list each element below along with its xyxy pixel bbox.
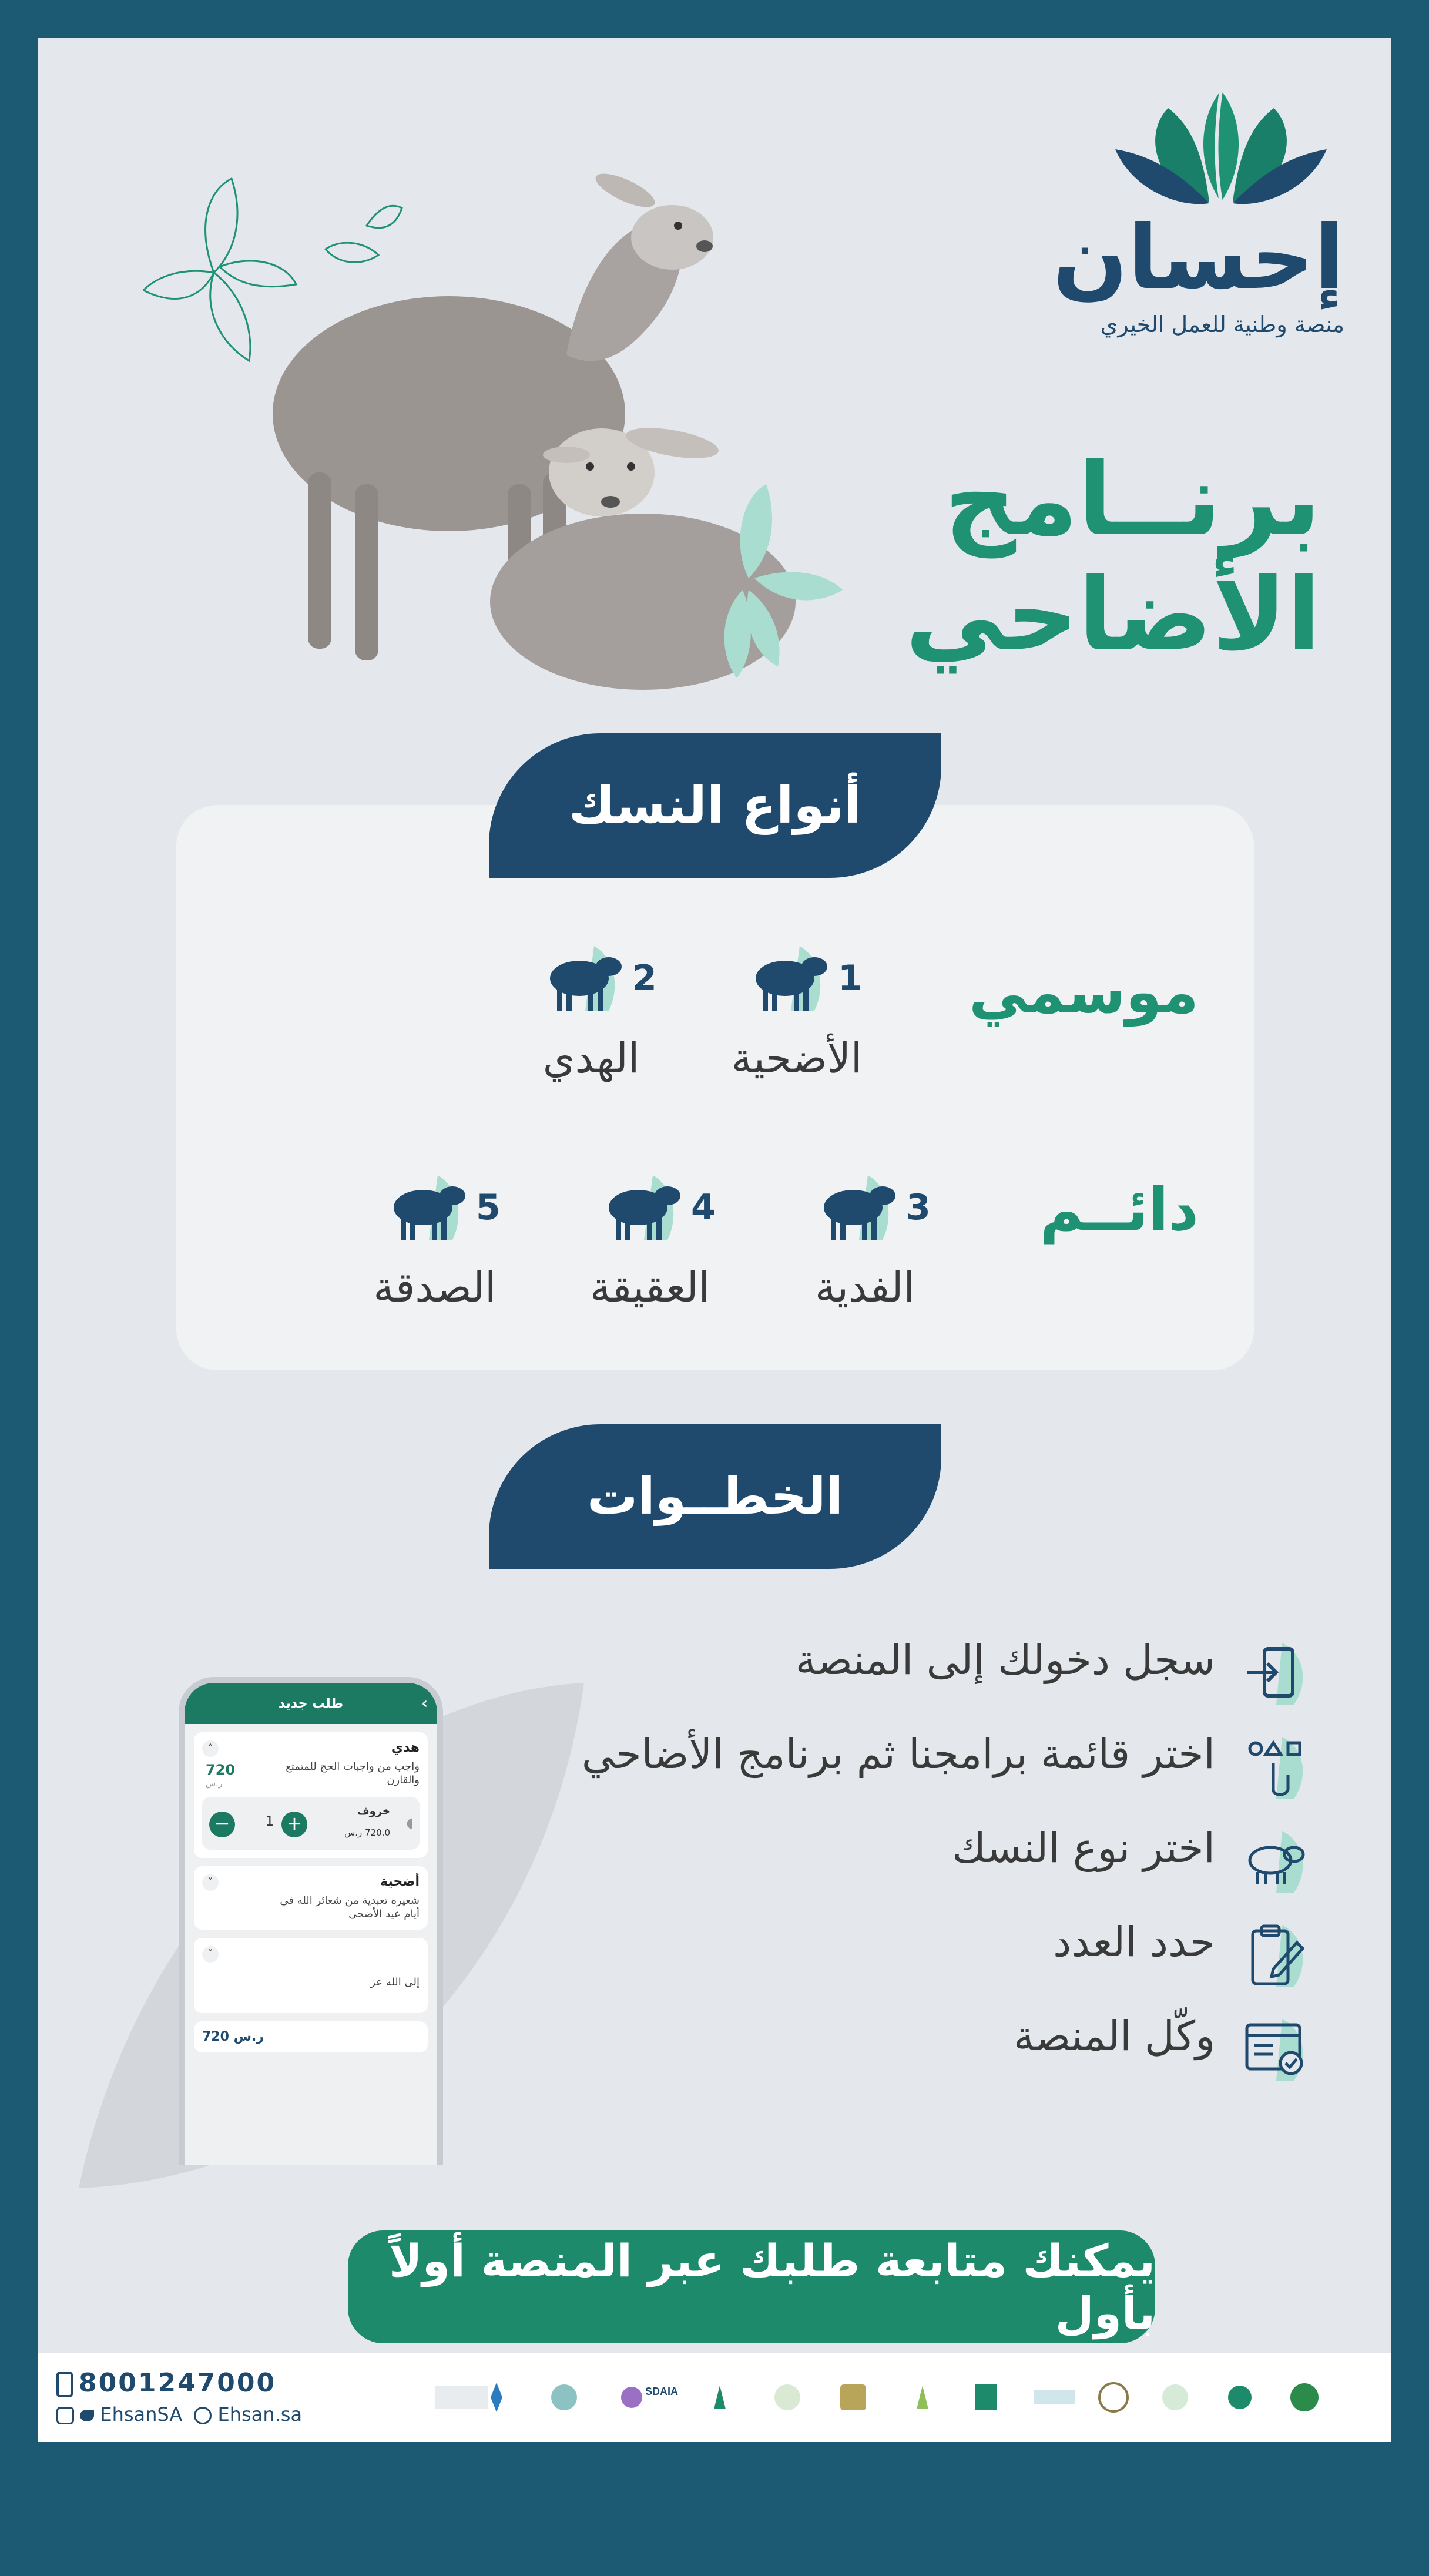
sheep-icon	[544, 940, 632, 1017]
type-number: 1	[838, 958, 863, 999]
footer-socials	[56, 2403, 302, 2426]
svg-text:SDAIA: SDAIA	[645, 2386, 679, 2397]
type-label: الأضحية	[731, 1034, 863, 1082]
phone-mockup	[179, 1677, 443, 2165]
partner-logo-dga	[551, 2384, 577, 2410]
partner-logo-education	[1034, 2390, 1075, 2404]
quantity-stepper[interactable]	[202, 1797, 420, 1850]
cta-banner[interactable]: يمكنك متابعة طلبك عبر المنصة أولاً بأول	[348, 2230, 1155, 2343]
step-3: اختر نوع النسك	[952, 1824, 1215, 1872]
card-title: هدي	[391, 1740, 420, 1755]
poster-card	[38, 38, 1391, 2353]
partner-logo-sdaia	[621, 2386, 678, 2408]
type-item-fidyah	[777, 1169, 953, 1312]
partner-logo-ministry	[840, 2384, 866, 2410]
step-5: وكّل المنصة	[1014, 2012, 1215, 2060]
program-title	[792, 443, 1321, 673]
type-number: 2	[632, 958, 657, 999]
phone-header	[185, 1683, 437, 1724]
type-number: 3	[906, 1187, 931, 1228]
stepper-price: 720.0 ر.س	[344, 1827, 390, 1838]
chevron-up-icon[interactable]: ˄	[202, 1740, 219, 1757]
phone-header-title: طلب جديد	[278, 1696, 344, 1711]
type-label: الهدي	[542, 1034, 640, 1082]
type-item-aqiqah	[562, 1169, 738, 1312]
phone-icon	[56, 2372, 73, 2397]
title-line-1: برنــامج	[944, 442, 1321, 558]
permanent-label: دائــم	[1040, 1175, 1199, 1244]
step-1: سجل دخولك إلى المنصة	[795, 1636, 1215, 1684]
types-panel	[176, 805, 1254, 1370]
steps-header: الخطــوات	[489, 1424, 941, 1569]
sheep-icon	[388, 1169, 476, 1246]
touch-menu-icon	[1241, 1731, 1311, 1802]
login-icon	[1241, 1637, 1311, 1708]
minus-button[interactable]: −	[209, 1812, 235, 1837]
type-item-udhiyah	[709, 940, 885, 1082]
logo-wordmark: إحسان	[1052, 207, 1344, 309]
types-header: أنواع النسك	[489, 733, 941, 878]
type-label: الفدية	[815, 1263, 915, 1312]
sheep-icon	[1241, 1825, 1311, 1896]
ehsan-logo	[1051, 85, 1356, 337]
quantity-value: 1	[266, 1814, 274, 1829]
leaf-logo-icon	[1109, 85, 1333, 208]
footer-phone[interactable]	[56, 2368, 276, 2398]
card-desc: شعيرة تعبدية من شعائر الله في أيام عيد الأضحى	[280, 1894, 420, 1921]
browser-check-icon	[1241, 2013, 1311, 2084]
phone-card-udhiyah[interactable]	[194, 1866, 428, 1930]
title-line-2: الأضاحي	[905, 556, 1321, 673]
chevron-down-icon[interactable]: ˅	[202, 1874, 219, 1891]
globe-icon	[194, 2407, 212, 2424]
card-title: أضحية	[380, 1874, 420, 1889]
sheep-icon	[603, 1169, 691, 1246]
step-2: اختر قائمة برامجنا ثم برنامج الأضاحي	[581, 1730, 1215, 1778]
total-value: 720 ر.س	[202, 2029, 264, 2044]
partner-logo-interior	[1290, 2383, 1319, 2411]
partner-logo-ncnp	[435, 2383, 502, 2412]
instagram-icon[interactable]	[56, 2407, 74, 2424]
logo-tagline: منصة وطنية للعمل الخيري	[1100, 311, 1344, 337]
type-number: 4	[691, 1187, 716, 1228]
partner-logos	[435, 2374, 1334, 2421]
card-unit: ر.س	[206, 1779, 223, 1789]
seasonal-label: موسمي	[968, 958, 1199, 1027]
website-link[interactable]: Ehsan.sa	[217, 2403, 303, 2426]
partner-logo-seal	[1099, 2383, 1128, 2411]
sheep-icon: ◖	[406, 1814, 414, 1831]
sheep-icon	[750, 940, 838, 1017]
partner-logo-ministry	[975, 2384, 997, 2410]
social-handle[interactable]: EhsanSA	[100, 2403, 183, 2426]
partner-logo-finance	[1228, 2386, 1252, 2409]
step-4: حدد العدد	[1053, 1918, 1215, 1966]
sheep-photo	[143, 167, 848, 707]
clipboard-edit-icon	[1241, 1919, 1311, 1990]
plus-button[interactable]: +	[281, 1812, 307, 1837]
partner-logo-palm	[917, 2386, 928, 2409]
type-number: 5	[476, 1187, 501, 1228]
sheep-icon	[818, 1169, 906, 1246]
card-price: 720	[206, 1762, 236, 1778]
type-label: الصدقة	[373, 1263, 497, 1312]
twitter-icon[interactable]	[80, 2410, 94, 2421]
phone-number: 8001247000	[79, 2368, 277, 2398]
card-desc: إلى الله عز	[370, 1975, 420, 1988]
phone-card-hady[interactable]	[194, 1732, 428, 1858]
type-label: العقيقة	[589, 1263, 710, 1312]
phone-total	[194, 2021, 428, 2052]
partner-logo-emblem	[714, 2386, 726, 2409]
phone-card-other[interactable]	[194, 1938, 428, 2013]
stepper-title: خروف	[357, 1804, 390, 1817]
partner-logo-ministry	[774, 2384, 800, 2410]
back-chevron-icon[interactable]: ›	[421, 1695, 428, 1712]
card-desc: واجب من واجبات الحج للمتمتع والقارن	[286, 1760, 420, 1787]
bottom-frame	[0, 2442, 1429, 2576]
type-item-hady	[503, 940, 679, 1082]
type-item-sadaqah	[347, 1169, 523, 1312]
chevron-down-icon[interactable]: ˅	[202, 1946, 219, 1963]
partner-logo-health	[1162, 2384, 1188, 2410]
